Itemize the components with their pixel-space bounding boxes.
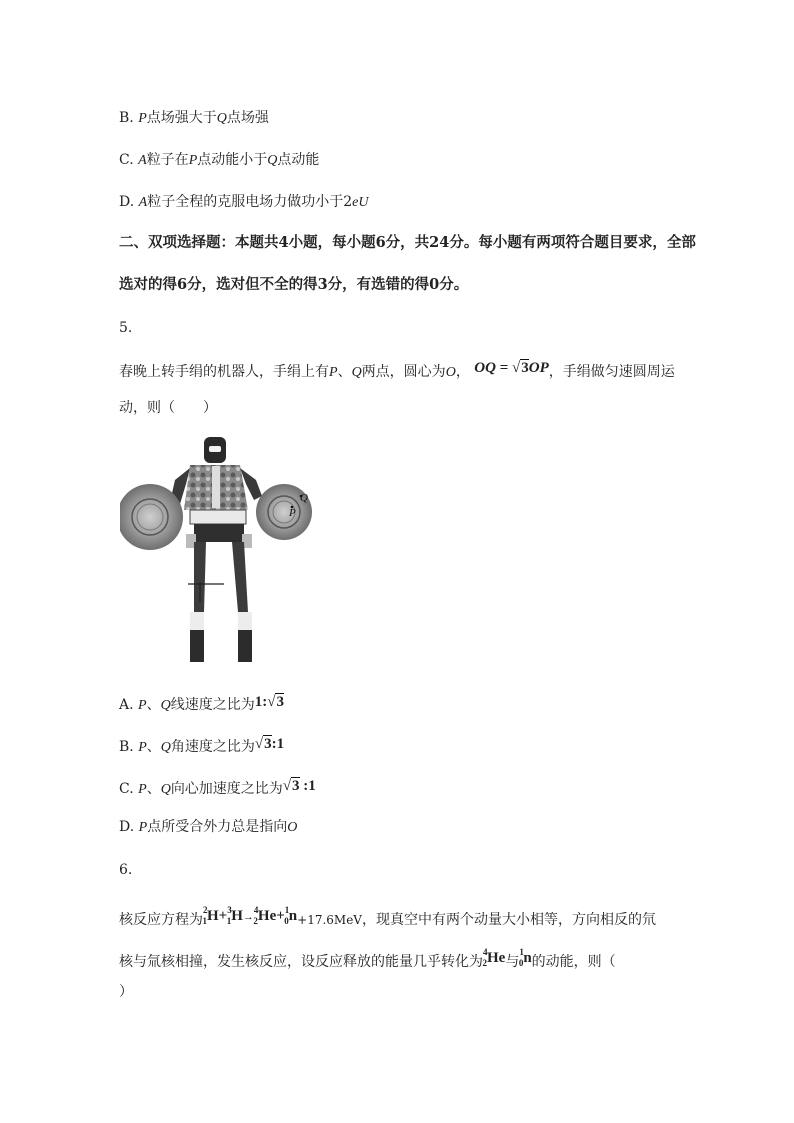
nuclide-helium <box>482 947 506 968</box>
ratio-post: :1 <box>271 736 285 752</box>
var-q: Q <box>216 111 227 126</box>
option-text: 向心加速度之比为 <box>170 781 283 797</box>
q4-option-d <box>119 192 368 213</box>
separator: 、 <box>337 364 352 380</box>
radicand: 3 <box>292 778 300 794</box>
var-p: P <box>188 153 198 168</box>
conjunction: 与 <box>505 954 520 970</box>
stem-text: ，手绢做匀速圆周运 <box>548 364 675 380</box>
nuclide-neutron <box>285 900 297 931</box>
radicand: 3 <box>276 694 284 710</box>
option-letter: D. <box>119 194 135 210</box>
atomic-number: 2 <box>253 916 258 926</box>
var-p: P <box>138 111 147 126</box>
option-letter: C. <box>119 152 134 168</box>
q6-stem-line1 <box>119 904 656 935</box>
q4-option-c <box>119 150 319 171</box>
mass-number: 2 <box>203 905 208 915</box>
stem-text: 春晚上转手绢的机器人，手绢上有 <box>119 364 329 380</box>
nuclear-equation <box>202 905 298 926</box>
option-text: 点动能 <box>277 152 320 168</box>
formula-rhs: OP <box>528 360 549 376</box>
var-eu: eU <box>352 195 369 210</box>
option-letter: D. <box>119 819 135 835</box>
var-o: O <box>287 820 298 835</box>
option-text: 粒子在 <box>146 152 189 168</box>
sqrt-sign: √3 <box>512 360 529 376</box>
left-handkerchief <box>120 484 183 550</box>
stem-text: 的动能，则（ <box>531 954 616 970</box>
q5-number: 5. <box>119 320 133 336</box>
ratio-expression <box>283 778 316 794</box>
var-p: P <box>138 740 147 755</box>
option-text: 角速度之比为 <box>170 739 255 755</box>
sqrt-sign: √3 <box>254 736 272 752</box>
q6-stem-line2 <box>119 946 616 977</box>
mass-number: 3 <box>227 905 232 915</box>
plus-sign: + <box>276 908 285 924</box>
formula-eq: = <box>495 360 512 376</box>
stem-text: 核与氚核相撞，发生核反应，设反应释放的能量几乎转化为 <box>119 954 483 970</box>
ratio-expression <box>255 736 284 752</box>
var-q: Q <box>267 153 278 168</box>
var-q: Q <box>160 740 171 755</box>
separator: 、 <box>146 739 161 755</box>
mass-number: 1 <box>519 947 524 957</box>
arrow-icon: → <box>242 911 254 923</box>
option-letter: C. <box>119 781 134 797</box>
option-text: 粒子全程的克服电场力做功小于2 <box>147 194 353 210</box>
q5-stem-line2: 动，则（ ） <box>119 400 217 416</box>
radicand: 3 <box>521 360 529 376</box>
element-symbol: He <box>257 908 277 924</box>
ratio-post: :1 <box>299 778 316 794</box>
separator: ， <box>455 364 470 380</box>
atomic-number: 0 <box>518 958 524 968</box>
separator: 、 <box>146 697 161 713</box>
energy-value: +17.6MeV <box>297 913 362 927</box>
var-q: Q <box>160 698 171 713</box>
atomic-number: 2 <box>482 958 487 968</box>
element-symbol: H <box>207 908 219 924</box>
mass-number: 4 <box>483 947 488 957</box>
formula-oq-oop <box>474 360 548 376</box>
stem-text: ，现真空中有两个动量大小相等，方向相反的氘 <box>361 912 656 928</box>
atomic-number: 0 <box>284 916 289 926</box>
atomic-number: 1 <box>226 916 232 926</box>
sqrt-sign: √3 <box>282 778 300 794</box>
var-p: P <box>329 365 338 380</box>
mass-number: 1 <box>284 905 290 915</box>
radicand: 3 <box>264 736 272 752</box>
sqrt-sign: √3 <box>267 694 284 710</box>
q5-stem-line1 <box>119 362 675 383</box>
nuclide-helium <box>254 900 276 931</box>
stem-text: 两点，圆心为 <box>361 364 446 380</box>
q6-number: 6. <box>119 862 133 878</box>
option-text: 点场强 <box>226 110 269 126</box>
robot-illustration <box>120 432 325 672</box>
q5-option-a <box>119 695 284 716</box>
robot-figure <box>120 432 325 672</box>
option-text: 点所受合外力总是指向 <box>147 819 288 835</box>
q6-stem-line3: ） <box>119 984 133 1000</box>
var-a: A <box>138 153 147 168</box>
element-symbol: He <box>487 950 506 966</box>
var-a: A <box>138 195 148 210</box>
plus-sign: + <box>218 908 228 924</box>
element-symbol: n <box>523 950 532 966</box>
option-letter: B. <box>119 739 134 755</box>
option-text: 点场强大于 <box>146 110 217 126</box>
var-p: P <box>138 782 147 797</box>
q5-option-d <box>119 817 297 838</box>
right-handkerchief <box>256 484 312 540</box>
q5-option-b <box>119 737 284 758</box>
var-p: P <box>138 698 147 713</box>
ratio-pre: 1: <box>254 694 268 710</box>
atomic-number: 1 <box>202 916 207 926</box>
element-symbol: H <box>231 908 243 924</box>
point-label-q: Q <box>300 492 308 504</box>
ratio-expression <box>255 694 284 710</box>
nuclide-deuterium <box>203 900 219 931</box>
nuclide-neutron <box>518 947 532 968</box>
option-letter: B. <box>119 110 134 126</box>
var-o: O <box>445 365 456 380</box>
stem-text: 核反应方程为 <box>119 912 203 928</box>
option-text: 点动能小于 <box>197 152 268 168</box>
section-heading-line1: 二、双项选择题：本题共4小题，每小题6分，共24分。每小题有两项符合题目要求，全部 <box>119 234 696 251</box>
q5-option-c <box>119 779 316 800</box>
var-q: Q <box>351 365 362 380</box>
nuclide-tritium <box>227 900 243 931</box>
point-label-p: P <box>289 507 296 519</box>
formula-lhs: OQ <box>474 360 496 376</box>
option-text: 线速度之比为 <box>170 697 255 713</box>
var-q: Q <box>160 782 171 797</box>
var-p: P <box>138 820 148 835</box>
separator: 、 <box>146 781 161 797</box>
section-heading-line2: 选对的得6分，选对但不全的得3分，有选错的得0分。 <box>119 276 469 293</box>
option-letter: A. <box>119 697 134 713</box>
element-symbol: n <box>288 908 298 924</box>
mass-number: 4 <box>253 905 259 915</box>
q4-option-b <box>119 108 269 129</box>
